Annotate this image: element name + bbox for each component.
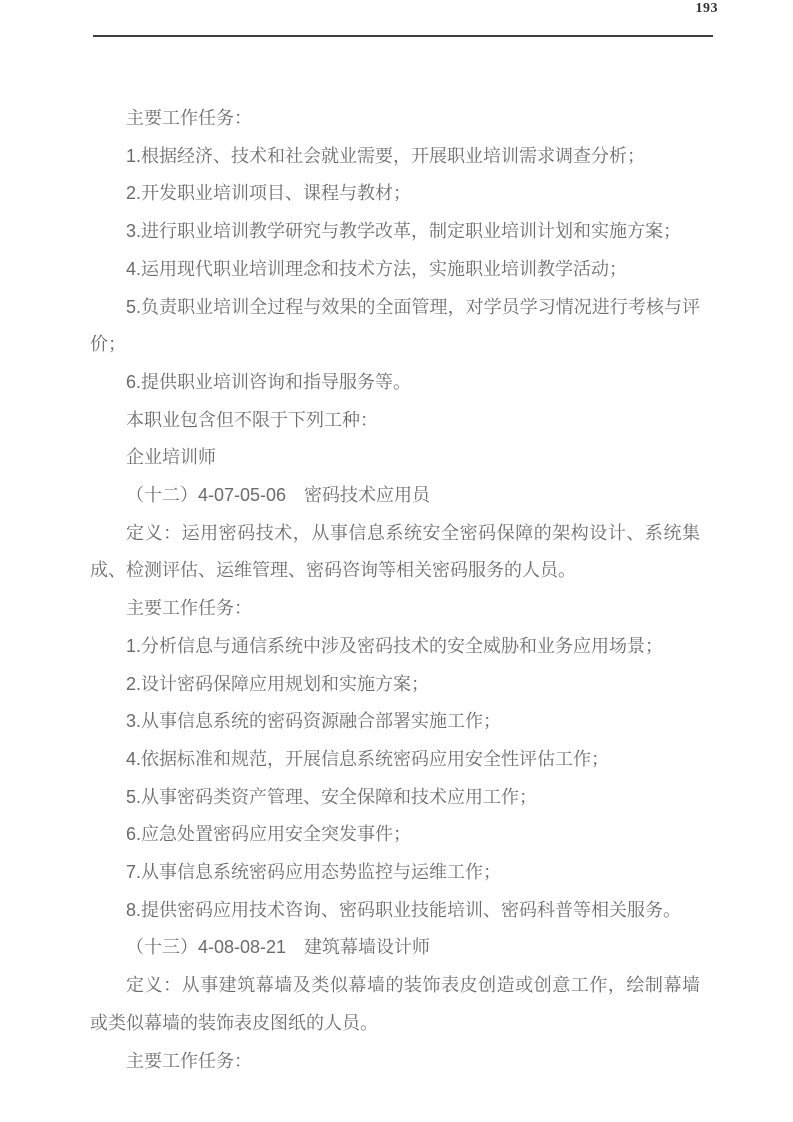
task-item: 1.分析信息与通信系统中涉及密码技术的安全威胁和业务应用场景； — [126, 635, 664, 656]
task-item: 7.从事信息系统密码应用态势监控与运维工作； — [126, 862, 502, 883]
task-item: 2.设计密码保障应用规划和实施方案； — [126, 673, 430, 694]
task-item: 6.应急处置密码应用安全突发事件； — [126, 824, 412, 845]
worktype: 企业培训师 — [126, 447, 216, 468]
task-header: 主要工作任务： — [126, 1050, 252, 1071]
section-heading: （十三）4-08-08-21 建筑幕墙设计师 — [126, 937, 431, 958]
task-item: 2.开发职业培训项目、课程与教材； — [126, 183, 412, 204]
note: 本职业包含但不限于下列工种： — [126, 409, 378, 430]
task-item: 4.依据标准和规范，开展信息系统密码应用安全性评估工作； — [126, 748, 610, 769]
page-number: 193 — [695, 1, 718, 16]
document-body — [90, 100, 700, 1080]
task-item: 6.提供职业培训咨询和指导服务等。 — [126, 371, 412, 392]
task-item: 8.提供密码应用技术咨询、密码职业技能培训、密码科普等相关服务。 — [126, 899, 682, 920]
task-item: 5.负责职业培训全过程与效果的全面管理，对学员学习情况进行考核与评价； — [90, 296, 700, 355]
task-item: 5.从事密码类资产管理、安全保障和技术应用工作； — [126, 786, 538, 807]
task-item: 1.根据经济、技术和社会就业需要，开展职业培训需求调查分析； — [126, 145, 646, 166]
task-item: 3.从事信息系统的密码资源融合部署实施工作； — [126, 711, 502, 732]
task-header: 主要工作任务： — [126, 108, 252, 128]
section-heading: （十二）4-07-05-06 密码技术应用员 — [126, 485, 431, 506]
task-header: 主要工作任务： — [126, 598, 252, 619]
task-item: 4.运用现代职业培训理念和技术方法，实施职业培训教学活动； — [126, 258, 628, 279]
task-item: 3.进行职业培训教学研究与教学改革，制定职业培训计划和实施方案； — [126, 221, 682, 242]
definition: 定义：运用密码技术，从事信息系统安全密码保障的架构设计、系统集成、检测评估、运维管理、密码咨询等相关密码服务的人员。 — [90, 522, 700, 581]
header-rule — [93, 35, 713, 37]
definition: 定义：从事建筑幕墙及类似幕墙的装饰表皮创造或创意工作，绘制幕墙或类似幕墙的装饰表皮图纸的人员。 — [90, 975, 700, 1033]
